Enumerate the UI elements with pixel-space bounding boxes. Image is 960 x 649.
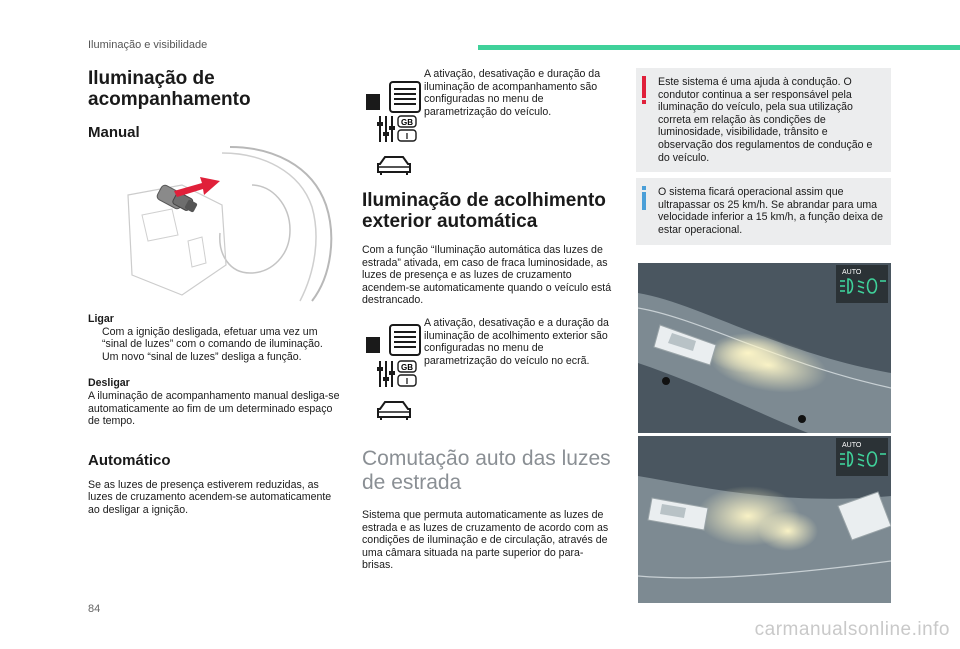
illustration-oncoming-traffic-scene bbox=[638, 436, 891, 603]
config-follow-me-text: A ativação, desativação e duração da iluminação de acompanhamento são configuradas no menu de parametrização do veículo. bbox=[424, 68, 601, 118]
warning-exclamation-icon bbox=[642, 76, 646, 98]
i-info-label: I bbox=[405, 132, 409, 141]
auto-badge: AUTO bbox=[842, 442, 862, 449]
page-number: 84 bbox=[88, 603, 101, 615]
ligar-bullet-text: Com a ignição desligada, efetuar uma vez um “sinal de luzes” com o comando de iluminação. bbox=[102, 325, 323, 351]
bullet-marker-icon bbox=[88, 351, 102, 364]
title-welcome-lighting: Iluminação de acolhimento exterior automática bbox=[362, 190, 606, 232]
automatico-text: Se as luzes de presença estiverem reduzidas, as luzes de cruzamento acendem-se automaticamente ao desligar a ignição. bbox=[88, 478, 332, 516]
info-dot-icon bbox=[642, 186, 646, 190]
list-item bbox=[88, 326, 340, 351]
list-item bbox=[88, 351, 340, 364]
label-ligar: Ligar bbox=[88, 313, 114, 325]
column-follow-me-lighting bbox=[88, 68, 340, 141]
ligar-bullet-text: Um novo “sinal de luzes” desliga a função. bbox=[102, 350, 302, 363]
i-info-label: I bbox=[405, 376, 409, 386]
bullet-marker-icon bbox=[88, 326, 102, 351]
touchscreen-menu-icon bbox=[366, 323, 422, 357]
header-section-label: Iluminação e visibilidade bbox=[88, 39, 208, 51]
title-auto-high-beam: Comutação auto das luzes de estrada bbox=[362, 446, 611, 494]
auto-badge: AUTO bbox=[842, 269, 862, 276]
info-text: O sistema ficará operacional assim que ultrapassar os 25 km/h. Se abrandar para uma velocidade inferior a 15 km/h, a função deixa de estar operacional. bbox=[658, 186, 883, 236]
warning-dot-icon bbox=[642, 100, 646, 104]
ligar-block bbox=[88, 313, 340, 517]
label-desligar: Desligar bbox=[88, 377, 130, 390]
settings-sliders-icon bbox=[376, 359, 420, 389]
car-front-icon bbox=[376, 399, 412, 421]
warning-text: Este sistema é uma ajuda à condução. O condutor continua a ser responsável pela iluminação do veículo, pela sua utilização correta em relação às condições de luminosidade, visibilidade, trânsito e observação dos regulamentos de condução e do veículo. bbox=[658, 76, 873, 164]
steering-stalk-illustration bbox=[122, 145, 340, 303]
config-row-follow-me bbox=[362, 68, 612, 178]
footer-watermark: carmanualsonline.info bbox=[754, 619, 950, 640]
gb-language-label: GB bbox=[401, 118, 413, 127]
config-welcome-text: A ativação, desativação e a duração da iluminação de acolhimento exterior são configuradas no menu de parametrização do veículo no ecrã. bbox=[424, 316, 609, 367]
info-i-icon bbox=[642, 192, 646, 210]
warning-note bbox=[636, 68, 891, 172]
settings-icons bbox=[362, 317, 424, 427]
column-welcome-lighting bbox=[362, 68, 612, 572]
title-follow-me-lighting: Iluminação de acompanhamento bbox=[88, 68, 251, 110]
settings-icons bbox=[362, 68, 424, 178]
welcome-lighting-text: Com a função “Iluminação automática das luzes de estrada” ativada, em caso de fraca luminosidade, as luzes de presença e as luzes de cruzamento acendem-se automaticamente quando o veículo está destrancado. bbox=[362, 244, 612, 307]
gb-language-label: GB bbox=[401, 362, 413, 372]
car-front-icon bbox=[376, 154, 412, 176]
settings-sliders-icon bbox=[376, 114, 420, 144]
config-row-welcome bbox=[362, 317, 612, 427]
info-note bbox=[636, 178, 891, 244]
auto-high-beam-text: Sistema que permuta automaticamente as luzes de estrada e as luzes de cruzamento de acordo com as condições de iluminação e de circulação, através de uma câmara situada na parte superior do para-brisas. bbox=[362, 508, 609, 572]
desligar-text: A iluminação de acompanhamento manual desliga-se automaticamente ao fim de um determinado espaço de tempo. bbox=[88, 389, 340, 428]
heading-manual: Manual bbox=[88, 124, 140, 141]
header-accent-bar bbox=[478, 45, 960, 50]
heading-automatico: Automático bbox=[88, 451, 171, 469]
touchscreen-menu-icon bbox=[366, 80, 422, 114]
column-notes bbox=[636, 68, 891, 245]
illustration-low-beam-scene bbox=[638, 263, 891, 433]
